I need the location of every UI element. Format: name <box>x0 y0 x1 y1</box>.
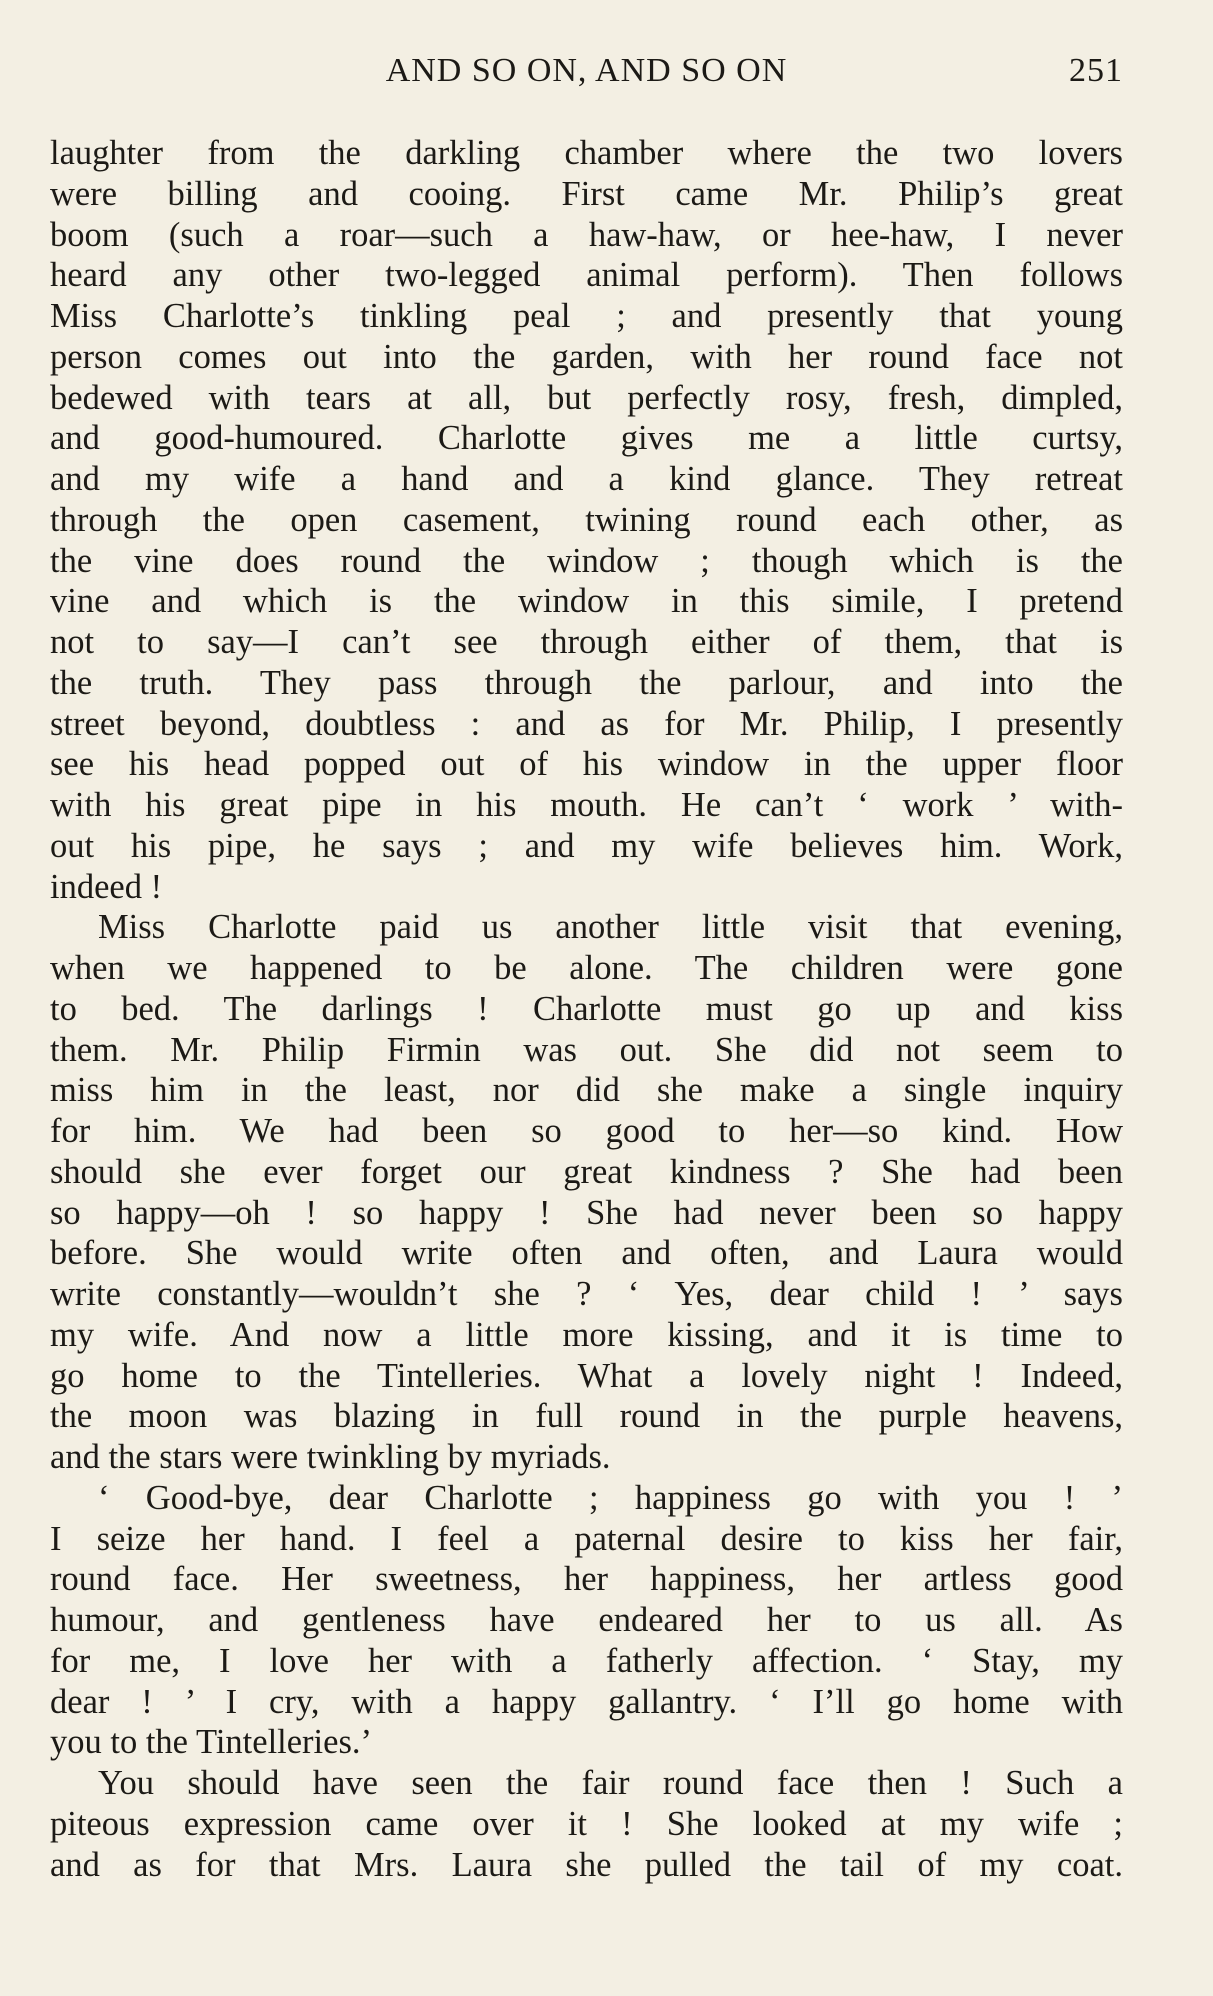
text-line: and as for that Mrs. Laura she pulled the tail of my coat. <box>50 1845 1123 1884</box>
text-line: so happy—oh ! so happy ! She had never been so happy <box>50 1193 1123 1232</box>
text-line: and the stars were twinkling by myriads. <box>50 1438 611 1476</box>
text-line: I seize her hand. I feel a paternal desire to kiss her fair, <box>50 1519 1123 1558</box>
text-line: before. She would write often and often, and Laura would <box>50 1234 1123 1273</box>
body-text <box>50 133 1123 1885</box>
text-line: Miss Charlotte paid us another little visit that evening, <box>98 908 1123 947</box>
text-line: round face. Her sweetness, her happiness, her artless good <box>50 1560 1123 1599</box>
running-title: AND SO ON, AND SO ON <box>385 52 788 89</box>
text-line: laughter from the darkling chamber where the two lovers <box>50 134 1123 172</box>
text-line: vine and which is the window in this simile, I pretend <box>50 582 1123 621</box>
text-line: go home to the Tintelleries. What a lovely night ! Indeed, <box>50 1356 1123 1395</box>
text-line: dear ! ’ I cry, with a happy gallantry. ‘ I’ll go home with <box>50 1682 1123 1721</box>
text-line: my wife. And now a little more kissing, and it is time to <box>50 1315 1123 1354</box>
text-line: bedewed with tears at all, but perfectly rosy, fresh, dimpled, <box>50 378 1123 417</box>
text-line: piteous expression came over it ! She looked at my wife ; <box>50 1804 1123 1843</box>
text-line: through the open casement, twining round each other, as <box>50 500 1123 539</box>
page-number: 251 <box>1069 52 1123 89</box>
text-line: humour, and gentleness have endeared her to us all. As <box>50 1601 1123 1639</box>
text-line: heard any other two-legged animal perform). Then follows <box>50 256 1123 295</box>
text-line: You should have seen the fair round face then ! Such a <box>98 1764 1123 1802</box>
text-line: and good-humoured. Charlotte gives me a little curtsy, <box>50 419 1123 458</box>
text-line: miss him in the least, nor did she make a single inquiry <box>50 1071 1123 1110</box>
text-line: to bed. The darlings ! Charlotte must go up and kiss <box>50 989 1123 1028</box>
text-line: for me, I love her with a fatherly affection. ‘ Stay, my <box>50 1641 1123 1680</box>
text-line: ‘ Good-bye, dear Charlotte ; happiness go with you ! ’ <box>98 1478 1123 1517</box>
text-line: the vine does round the window ; though which is the <box>50 541 1123 580</box>
text-line: out his pipe, he says ; and my wife believes him. Work, <box>50 826 1123 865</box>
text-line: not to say—I can’t see through either of them, that is <box>50 623 1123 661</box>
text-line: when we happened to be alone. The children were gone <box>50 949 1123 987</box>
text-line: with his great pipe in his mouth. He can’t ‘ work ’ with- <box>50 786 1123 824</box>
text-line: person comes out into the garden, with her round face not <box>50 337 1123 376</box>
running-head <box>50 52 1123 96</box>
text-line: Miss Charlotte’s tinkling peal ; and presently that young <box>50 297 1123 335</box>
text-line: were billing and cooing. First came Mr. Philip’s great <box>50 174 1123 213</box>
text-line: indeed ! <box>50 867 163 906</box>
text-line: for him. We had been so good to her—so kind. How <box>50 1112 1123 1150</box>
text-line: see his head popped out of his window in the upper floor <box>50 745 1123 784</box>
text-line: them. Mr. Philip Firmin was out. She did not seem to <box>50 1030 1123 1069</box>
text-line: the moon was blazing in full round in the purple heavens, <box>50 1397 1123 1436</box>
text-line: and my wife a hand and a kind glance. They retreat <box>50 460 1123 498</box>
text-line: you to the Tintelleries.’ <box>50 1723 372 1762</box>
text-line: should she ever forget our great kindness ? She had been <box>50 1152 1123 1191</box>
text-line: street beyond, doubtless : and as for Mr. Philip, I presently <box>50 704 1123 743</box>
text-line: boom (such a roar—such a haw-haw, or hee-haw, I never <box>50 215 1123 254</box>
text-line: the truth. They pass through the parlour, and into the <box>50 663 1123 702</box>
text-line: write constantly—wouldn’t she ? ‘ Yes, dear child ! ’ says <box>50 1275 1123 1313</box>
